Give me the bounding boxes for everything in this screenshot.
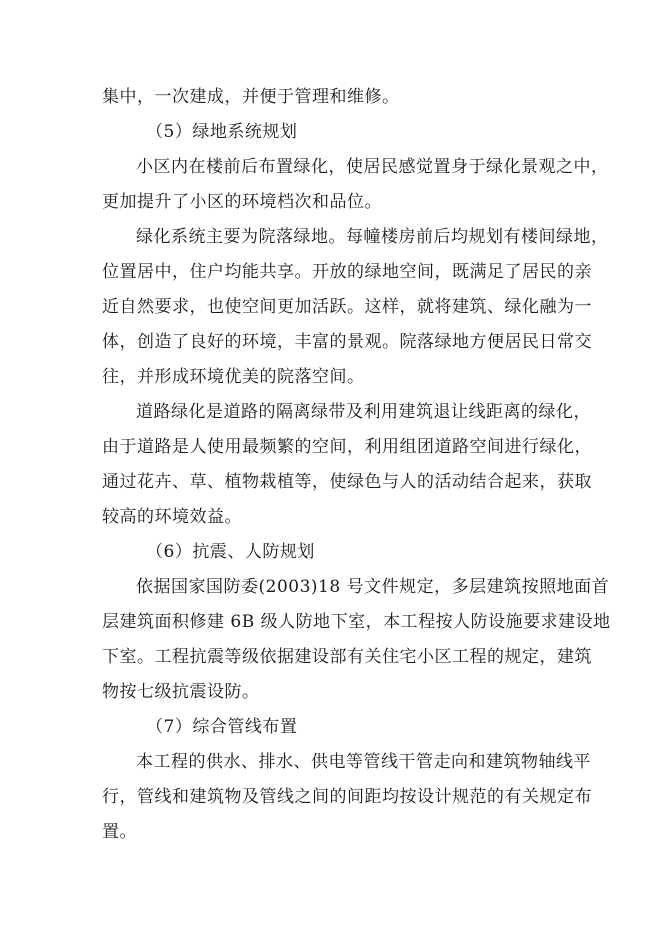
paragraph-line: 物按七级抗震设防。 [102,682,260,702]
paragraph-line: 往，并形成环境优美的院落空间。 [102,367,365,387]
paragraph-line: 体，创造了良好的环境，丰富的景观。院落绿地方便居民日常交 [102,332,592,352]
paragraph-line: 位置居中，住户均能共享。开放的绿地空间，既满足了居民的亲 [102,262,592,282]
paragraph-line: 下室。工程抗震等级依据建设部有关住宅小区工程的规定，建筑 [102,647,592,667]
paragraph-line: 置。 [102,822,137,842]
paragraph-line: 依据国家国防委(2003)18 号文件规定，多层建筑按照地面首 [136,577,610,597]
paragraph-line: 小区内在楼前后布置绿化，使居民感觉置身于绿化景观之中， [136,157,609,177]
paragraph-line: 通过花卉、草、植物栽植等，使绿色与人的活动结合起来，获取 [102,472,592,492]
paragraph-line: 本工程的供水、排水、供电等管线干管走向和建筑物轴线平 [136,752,591,772]
paragraph-line: 更加提升了小区的环境档次和品位。 [102,192,382,212]
paragraph-line: 行，管线和建筑物及管线之间的间距均按设计规范的有关规定布 [102,787,592,807]
paragraph-continuation-line: 集中，一次建成，并便于管理和维修。 [102,87,400,107]
paragraph-line: 由于道路是人使用最频繁的空间，利用组团道路空间进行绿化， [102,437,592,457]
section-heading-pipeline-layout: （7）综合管线布置 [146,717,298,737]
paragraph-line: 近自然要求，也使空间更加活跃。这样，就将建筑、绿化融为一 [102,297,592,317]
paragraph-line: 层建筑面积修建 6B 级人防地下室，本工程按人防设施要求建设地 [102,612,611,632]
paragraph-line: 较高的环境效益。 [102,507,242,527]
section-heading-seismic-civil-defense: （6）抗震、人防规划 [146,542,315,562]
section-heading-green-space: （5）绿地系统规划 [146,122,298,142]
paragraph-line: 道路绿化是道路的隔离绿带及利用建筑退让线距离的绿化， [136,402,591,422]
paragraph-line: 绿化系统主要为院落绿地。每幢楼房前后均规划有楼间绿地， [136,227,609,247]
